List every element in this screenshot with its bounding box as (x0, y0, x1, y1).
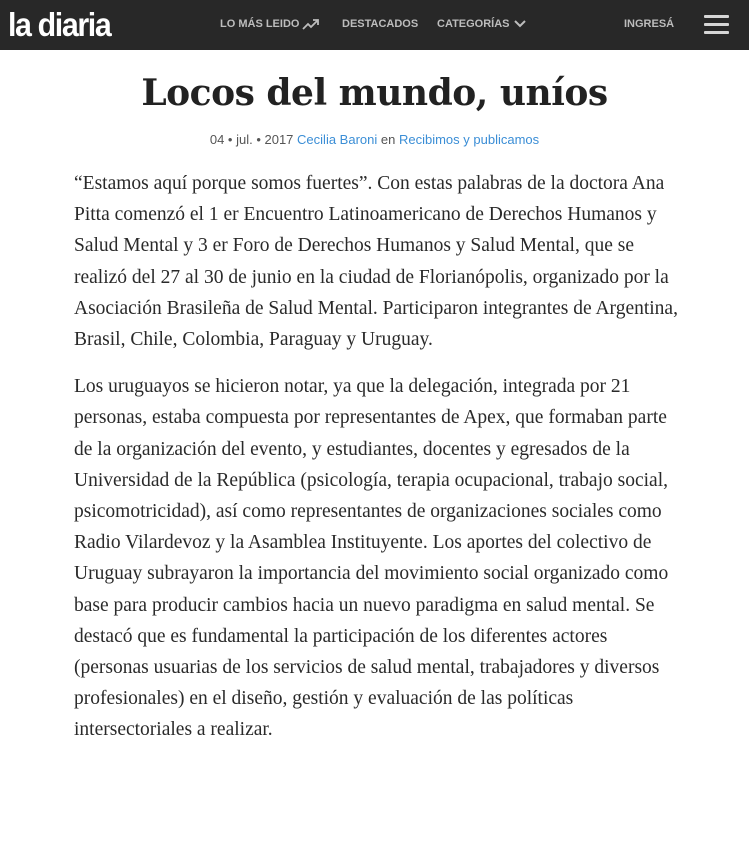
article-title: Locos del mundo, uníos (141, 72, 608, 114)
nav-lo-mas-leido[interactable] (220, 17, 319, 31)
hamburger-menu-icon[interactable] (704, 15, 729, 34)
chevron-down-icon (510, 18, 527, 30)
article-meta (0, 131, 749, 149)
article-date: 04 • jul. • 2017 (209, 132, 294, 147)
section-link[interactable]: Recibimos y publicamos (398, 132, 540, 147)
site-logo[interactable]: la diaria (8, 6, 111, 43)
nav-destacados[interactable]: DESTACADOS (342, 18, 419, 30)
author-link[interactable]: Cecilia Baroni (297, 132, 378, 147)
trending-up-icon (299, 18, 319, 30)
nav-lo-mas-leido-label: LO MÁS LEIDO (220, 18, 300, 30)
article-body (74, 168, 684, 762)
login-link[interactable]: INGRESÁ (624, 18, 675, 30)
top-navigation-bar (0, 0, 749, 50)
nav-categorias-label: CATEGORÍAS (437, 18, 510, 30)
article-paragraph: Los uruguayos se hicieron notar, ya que la delegación, integrada por 21 personas, estaba compuesta por representantes de Apex, que formaban parte de la organización del evento, y estudiantes, docentes y egresados de la Universidad de la República (psicología, terapia ocupacional, trabajo social, psicomotricidad), así como representantes de organizaciones sociales como Radio Vilardevoz y la Asamblea Instituyente. Los aportes del colectivo de Uruguay subrayaron la importancia del movimiento social organizado como base para producir cambios hacia un nuevo paradigma en salud mental. Se destacó que es fundamental la participación de los diferentes actores (personas usuarias de los servicios de salud mental, trabajadores y diversos profesionales) en el diseño, gestión y evaluación de las políticas intersectoriales a realizar. (74, 376, 669, 741)
article-paragraph: “Estamos aquí porque somos fuertes”. Con estas palabras de la doctora Ana Pitta comenzó el 1 er Encuentro Latinoamericano de Derechos Humanos y Salud Mental y 3 er Foro de Derechos Humanos y Salud Mental, que se realizó del 27 al 30 de junio en la ciudad de Florianópolis, organizado por la Asociación Brasileña de Salud Mental. Participaron integrantes de Argentina, Brasil, Chile, Colombia, Paraguay y Uruguay. (74, 173, 678, 351)
nav-categorias[interactable] (437, 17, 527, 31)
meta-connector: en (380, 132, 396, 147)
